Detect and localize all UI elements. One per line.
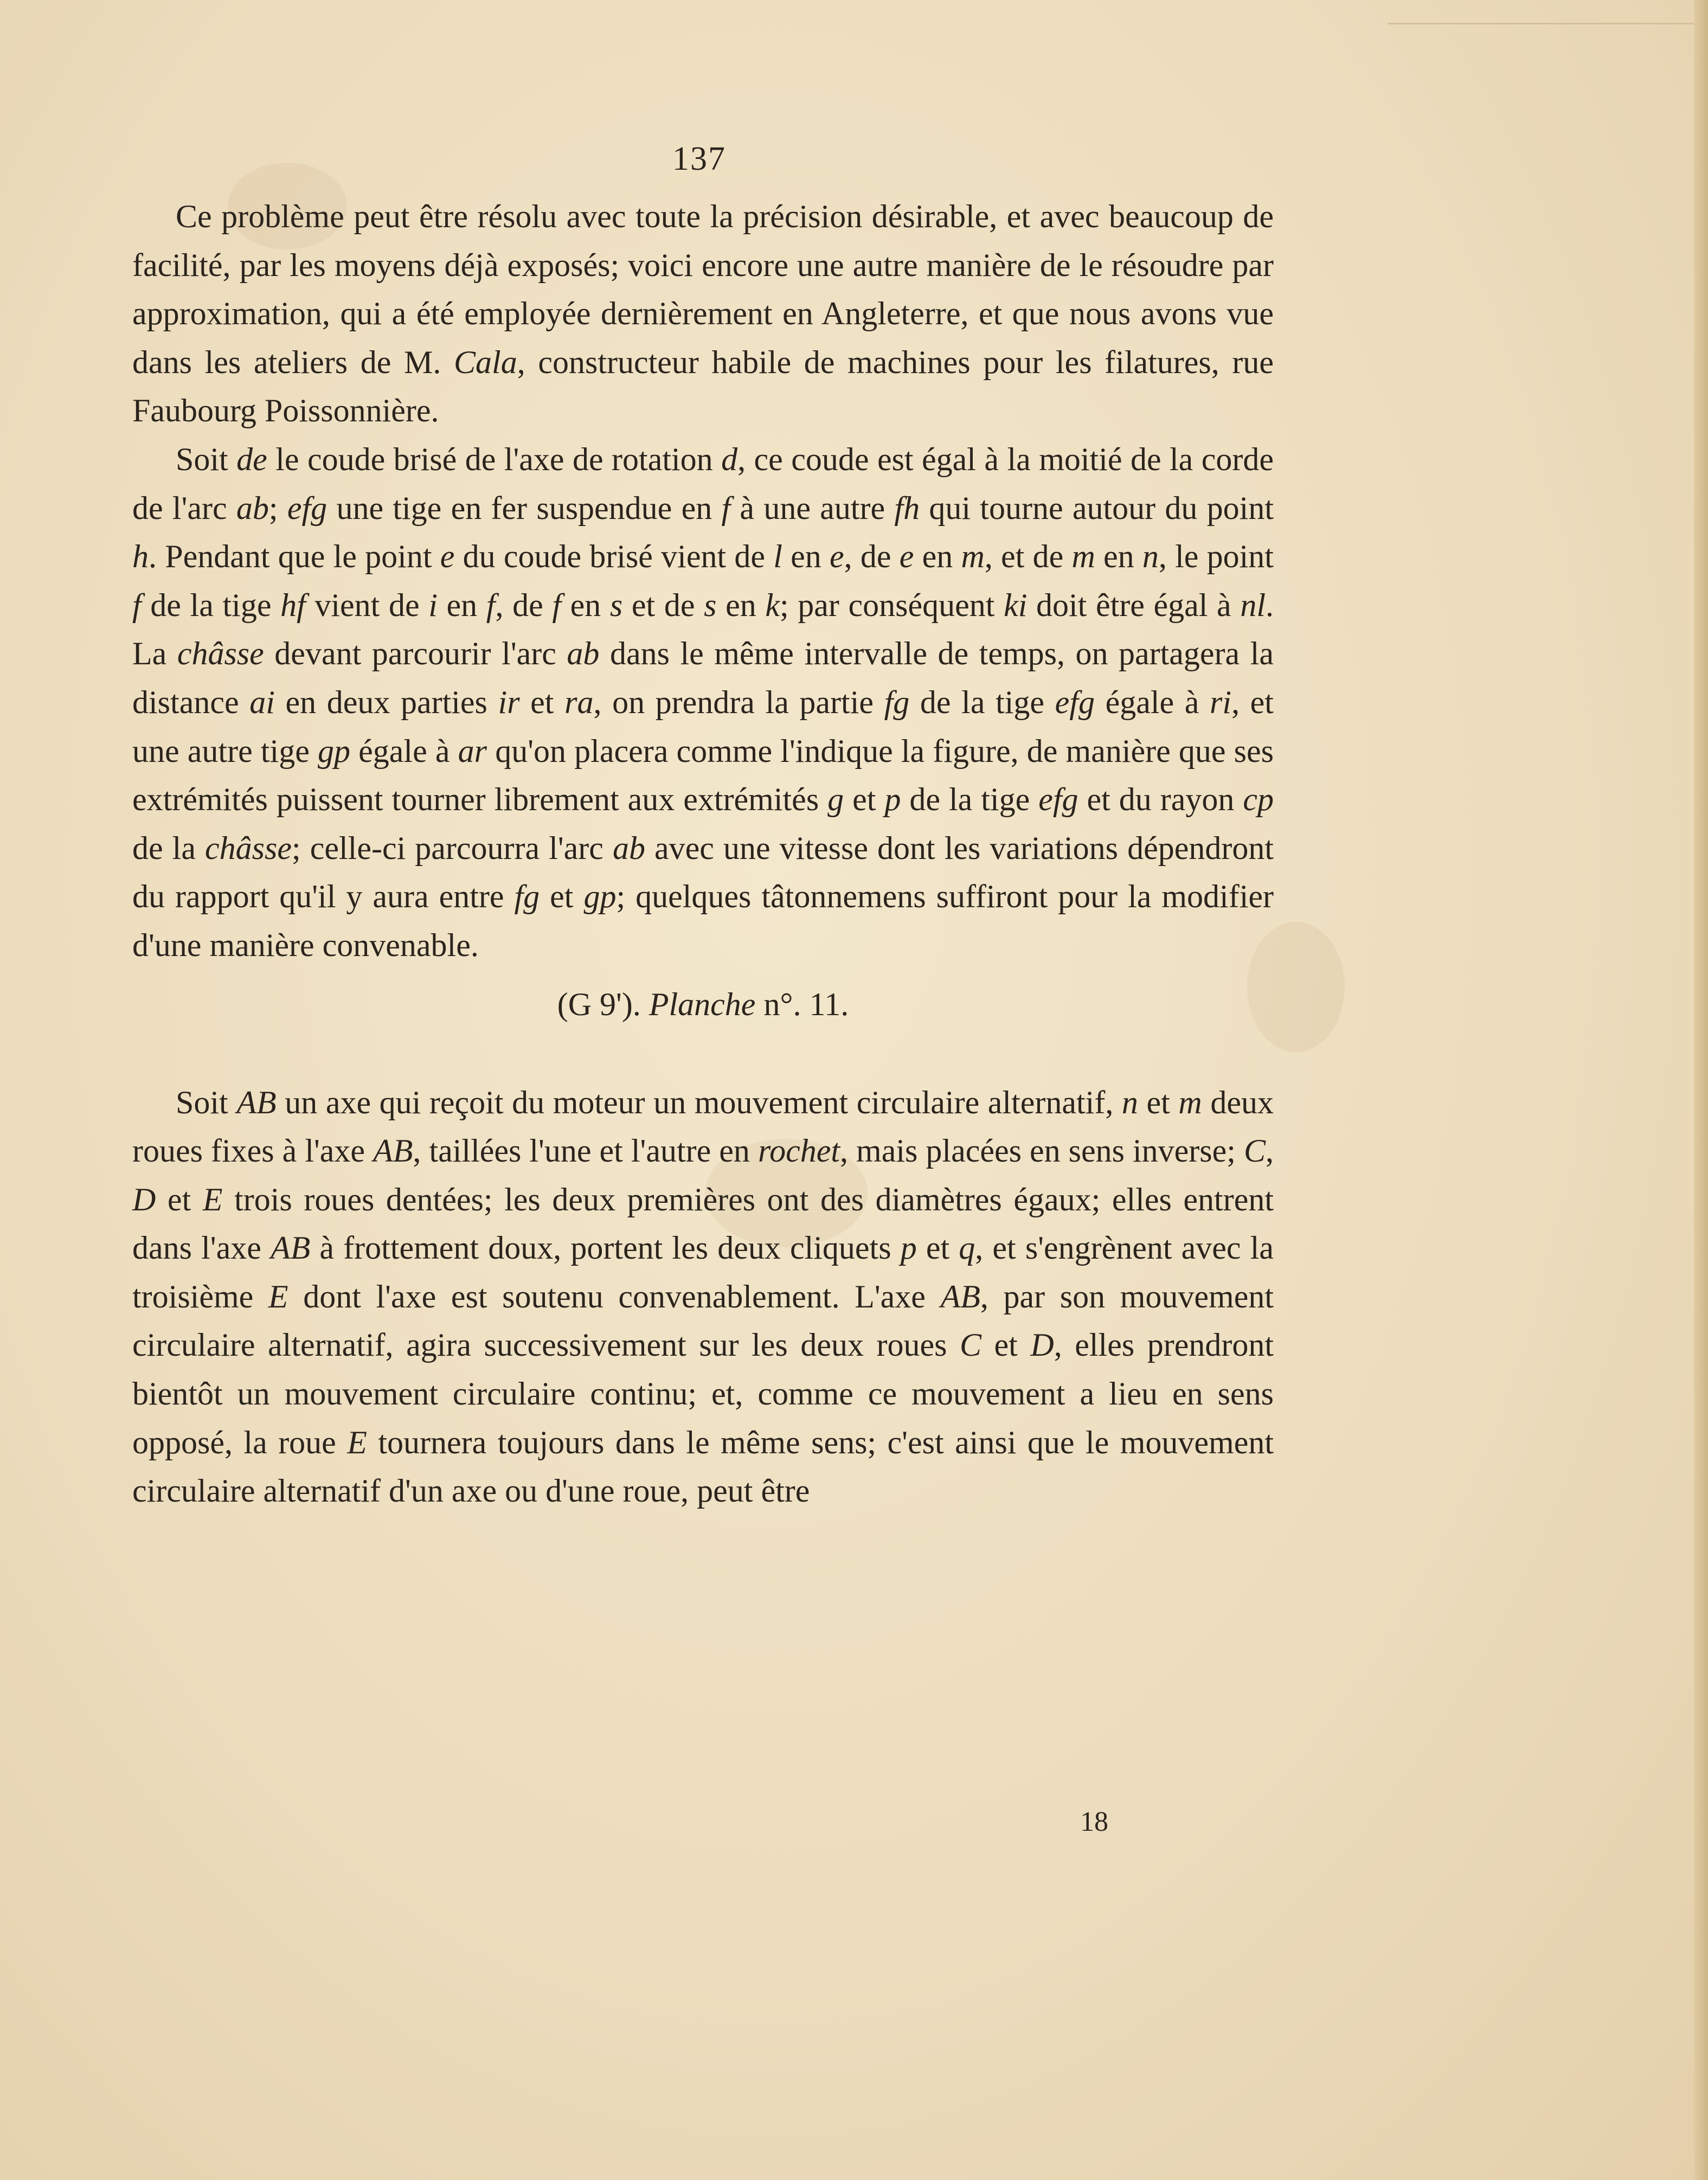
italic-term: D — [1030, 1327, 1054, 1363]
page-right-edge — [1694, 0, 1708, 2180]
italic-term: e — [899, 538, 914, 575]
italic-term: châsse — [177, 636, 264, 672]
italic-term: E — [347, 1424, 367, 1460]
italic-term: q — [959, 1230, 975, 1266]
paragraph-3: Soit AB un axe qui reçoit du moteur un mouvement circulaire alternatif, n et m deux roues fixes à l'axe AB, taillées l'une et l'autre en rochet, mais placées en sens inverse; C, D et E trois roues dentées; les deux premières ont des diamètres égaux; elles entrent dans l'axe AB à frottement doux, portent les deux cliquets p et q, et s'engrènent avec la troisième E dont l'axe est soutenu convenablement. L'axe AB, par son mouvement circulaire alternatif, agira successivement sur les deux roues C et D, elles prendront bientôt un mouvement circulaire continu; et, comme ce mouvement a lieu en sens opposé, la roue E tournera toujours dans le même sens; c'est ainsi que le mouvement circulaire alternatif d'un axe ou d'une roue, peut être — [132, 1084, 1274, 1509]
italic-term: f — [486, 587, 496, 623]
italic-term: cp — [1243, 781, 1274, 818]
italic-term: e — [440, 538, 455, 575]
page-number: 137 — [672, 140, 726, 177]
italic-term: gp — [583, 879, 617, 915]
italic-term: ri — [1210, 684, 1232, 720]
italic-term: i — [428, 587, 438, 623]
italic-term: D — [132, 1181, 156, 1217]
italic-term: ir — [498, 684, 520, 720]
italic-term: fg — [884, 684, 910, 720]
italic-term: efg — [287, 490, 328, 526]
italic-term: f — [552, 587, 562, 623]
italic-term: fg — [514, 879, 540, 915]
italic-term: f — [721, 490, 731, 526]
italic-term: rochet — [757, 1133, 840, 1169]
italic-term: h — [132, 538, 149, 575]
italic-term: efg — [1038, 781, 1078, 818]
italic-term: de — [236, 441, 267, 477]
italic-term: châsse — [205, 830, 292, 866]
italic-term: E — [268, 1278, 288, 1315]
italic-term: E — [202, 1181, 223, 1217]
section-gap — [132, 1029, 1274, 1079]
italic-term: ar — [458, 733, 487, 769]
signature-mark: 18 — [1080, 1806, 1108, 1837]
italic-term: m — [1071, 538, 1095, 575]
italic-term: ab — [612, 830, 645, 866]
section-heading: (G 9'). Planche n°. 11. — [557, 986, 849, 1022]
italic-term: gp — [318, 733, 350, 769]
italic-term: fh — [894, 490, 920, 526]
top-edge-rule — [1388, 23, 1708, 24]
paragraph-1: Ce problème peut être résolu avec toute la précision désirable, et avec beaucoup de facilité, par les moyens déjà exposés; voici encore une autre manière de le résoudre par approximation, qui a été employée dernièrement en Angleterre, et que nous avons vue dans les ateliers de M. Cala, constructeur habile de machines pour les filatures, rue Faubourg Poissonnière. — [132, 198, 1274, 429]
italic-term: f — [132, 587, 142, 623]
italic-term: ai — [249, 684, 275, 720]
italic-term: hf — [280, 587, 306, 623]
italic-term: efg — [1055, 684, 1095, 720]
italic-term: s — [704, 587, 717, 623]
italic-term: l — [773, 538, 782, 575]
italic-term: ra — [564, 684, 594, 720]
italic-term: AB — [373, 1133, 413, 1169]
italic-term: k — [765, 587, 780, 623]
italic-term: nl — [1240, 587, 1266, 623]
italic-term: AB — [270, 1230, 311, 1266]
italic-term: n — [1121, 1084, 1138, 1120]
italic-term: m — [961, 538, 985, 575]
italic-term: ab — [236, 490, 269, 526]
italic-term: p — [900, 1230, 917, 1266]
italic-term: ab — [567, 636, 600, 672]
italic-term: p — [884, 781, 901, 818]
main-text — [132, 193, 1274, 1516]
italic-term: C — [1243, 1133, 1266, 1169]
italic-term: n — [1142, 538, 1159, 575]
italic-term: s — [609, 587, 623, 623]
italic-term: ki — [1004, 587, 1028, 623]
paragraph-2: Soit de le coude brisé de l'axe de rotation d, ce coude est égal à la moitié de la corde de l'arc ab; efg une tige en fer suspendue en f à une autre fh qui tourne autour du point h. Pendant que le point e du coude brisé vient de l en e, de e en m, et de m en n, le point f de la tige hf vient de i en f, de f en s et de s en k; par conséquent ki doit être égal à nl. La châsse devant parcourir l'arc ab dans le même intervalle de temps, on partagera la distance ai en deux parties ir et ra, on prendra la partie fg de la tige efg égale à ri, et une autre tige gp égale à ar qu'on placera comme l'indique la figure, de manière que ses extrémités puissent tourner librement aux extrémités g et p de la tige efg et du rayon cp de la châsse; celle-ci parcourra l'arc ab avec une vitesse dont les variations dépendront du rapport qu'il y aura entre fg et gp; quelques tâtonnemens suffiront pour la modifier d'une manière convenable. — [132, 441, 1274, 963]
italic-term: AB — [236, 1084, 277, 1120]
italic-term: g — [827, 781, 844, 818]
italic-term: e — [830, 538, 844, 575]
italic-term: C — [959, 1327, 981, 1363]
italic-term: d — [721, 441, 738, 477]
italic-term: AB — [940, 1278, 980, 1315]
italic-term: m — [1178, 1084, 1202, 1120]
